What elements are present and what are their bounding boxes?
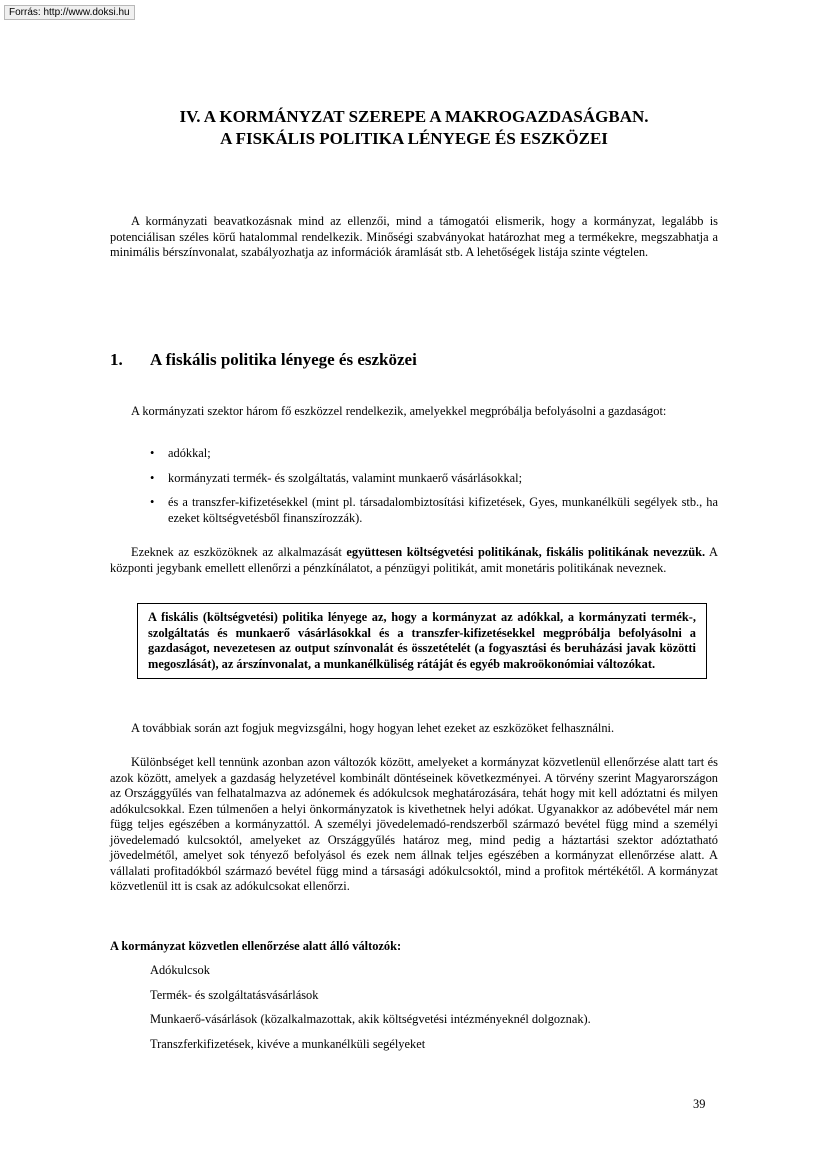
page-number: 39 (693, 1097, 706, 1111)
list-item: Munkaerő-vásárlások (közalkalmazottak, akik költségvetési intézményeknél dolgoznak). (150, 1012, 591, 1026)
tools-intro-text: A kormányzati szektor három fő eszközzel rendelkezik, amelyekkel megpróbálja befolyásolni a gazdaságot: (131, 404, 667, 418)
tools-paragraph (110, 404, 718, 420)
direct-control-heading: A kormányzat közvetlen ellenőrzése alatt álló változók: (110, 939, 402, 953)
bullet-icon: • (150, 495, 155, 509)
bullet-icon: • (150, 446, 155, 460)
list-item: Termék- és szolgáltatásvásárlások (150, 987, 319, 1002)
fiscal-policy-paragraph: Ezeknek az eszközöknek az alkalmazását együttesen költségvetési politikának, fiskális politikának nevezzük. A központi jegybank emellett ellenőrzi a pénzkínálatot, a pénzügyi politikát, amit monetáris politikának neveznek. (110, 545, 718, 575)
intro-text: A kormányzati beavatkozásnak mind az ellenzői, mind a támogatói elismerik, hogy a kormányzat, legalább is potenciálisan széles körű hatalommal rendelkezik. Minőségi szabványokat határozhat meg a termékekre, megszabhatja a minimális bérszínvonalat, szabályozhatja az információk áramlását stb. A lehetőségek listája szinte végtelen. (110, 214, 718, 259)
intro-paragraph (110, 214, 718, 261)
fiscal-policy-definition-term: együttesen költségvetési politikának, fiskális politikának nevezzük. (346, 545, 706, 559)
source-label: Forrás: http://www.doksi.hu (4, 5, 135, 20)
chapter-title (110, 106, 718, 150)
list-item: Adókulcsok (150, 963, 210, 977)
chapter-title-line1: IV. A KORMÁNYZAT SZEREPE A MAKROGAZDASÁGBAN. (179, 107, 649, 126)
next-steps-paragraph: A továbbiak során azt fogjuk megvizsgálni, hogy hogyan lehet ezeket az eszközöket felhasználni. (131, 721, 615, 735)
section-number: 1. (110, 350, 123, 369)
bullet-icon: • (150, 470, 155, 485)
tools-list (110, 446, 718, 535)
list-item: Transzferkifizetések, kivéve a munkanélküli segélyeket (150, 1036, 426, 1051)
chapter-title-line2: A FISKÁLIS POLITIKA LÉNYEGE ÉS ESZKÖZEI (220, 129, 608, 148)
list-item: • és a transzfer-kifizetésekkel (mint pl. társadalombiztosítási kifizetések, Gyes, munkanélküli segélyek stb., ha ezeket költségvetésből finanszírozzák). (150, 495, 718, 525)
list-item: • adókkal; (150, 446, 211, 460)
section-heading (110, 350, 417, 370)
direct-control-list (150, 963, 591, 1061)
definition-box: A fiskális (költségvetési) politika lényege az, hogy a kormányzat az adókkal, a kormányzati termék-, szolgáltatás és munkaerő vásárlásokkal és a transzfer-kifizetésekkel megpróbálja befolyásolni a gazdaságot, nevezetesen az output színvonalát és összetételét (a fogyasztási és beruházási javak közötti megoszlását), az árszínvonalat, a munkanélküliség rátáját és egyéb makroökonómiai változókat. (137, 603, 707, 679)
list-item: • kormányzati termék- és szolgáltatás, valamint munkaerő vásárlásokkal; (150, 470, 523, 485)
section-title: A fiskális politika lényege és eszközei (150, 350, 417, 369)
control-paragraph: Különbséget kell tennünk azonban azon változók között, amelyeket a kormányzat közvetlenül ellenőrzése alatt tart és azok között, amelyek a gazdaság helyzetével kombinált döntéseinek következményei. A törvény szerint Magyarországon az Országgyűlés van felhatalmazva az adónemek és adókulcsok meghatározására, tehát hogy mit kell adóztatni és milyen adókulcsokkal. Ezen túlmenően a helyi önkormányzatok is kivethetnek helyi adókat. Ugyanakkor az adóbevétel már nem függ teljes egészében a kormányzattól. A személyi jövedelemadó-rendszerből származó bevétel függ mind a személyi jövedelemadó kulcsoktól, amelyeket az Országgyűlés határoz meg, mind pedig a háztartási szektor adóztatható jövedelmétől, amelyet sok tényező befolyásol és ezek nem állnak teljes egészében a kormányzat ellenőrzése alatt. A vállalati profitadókból származó bevétel függ mind a társasági adókulcsoktól, mind a profitok mértékétől. A kormányzat közvetlenül itt is csak az adókulcsokat ellenőrzi. (110, 755, 718, 893)
